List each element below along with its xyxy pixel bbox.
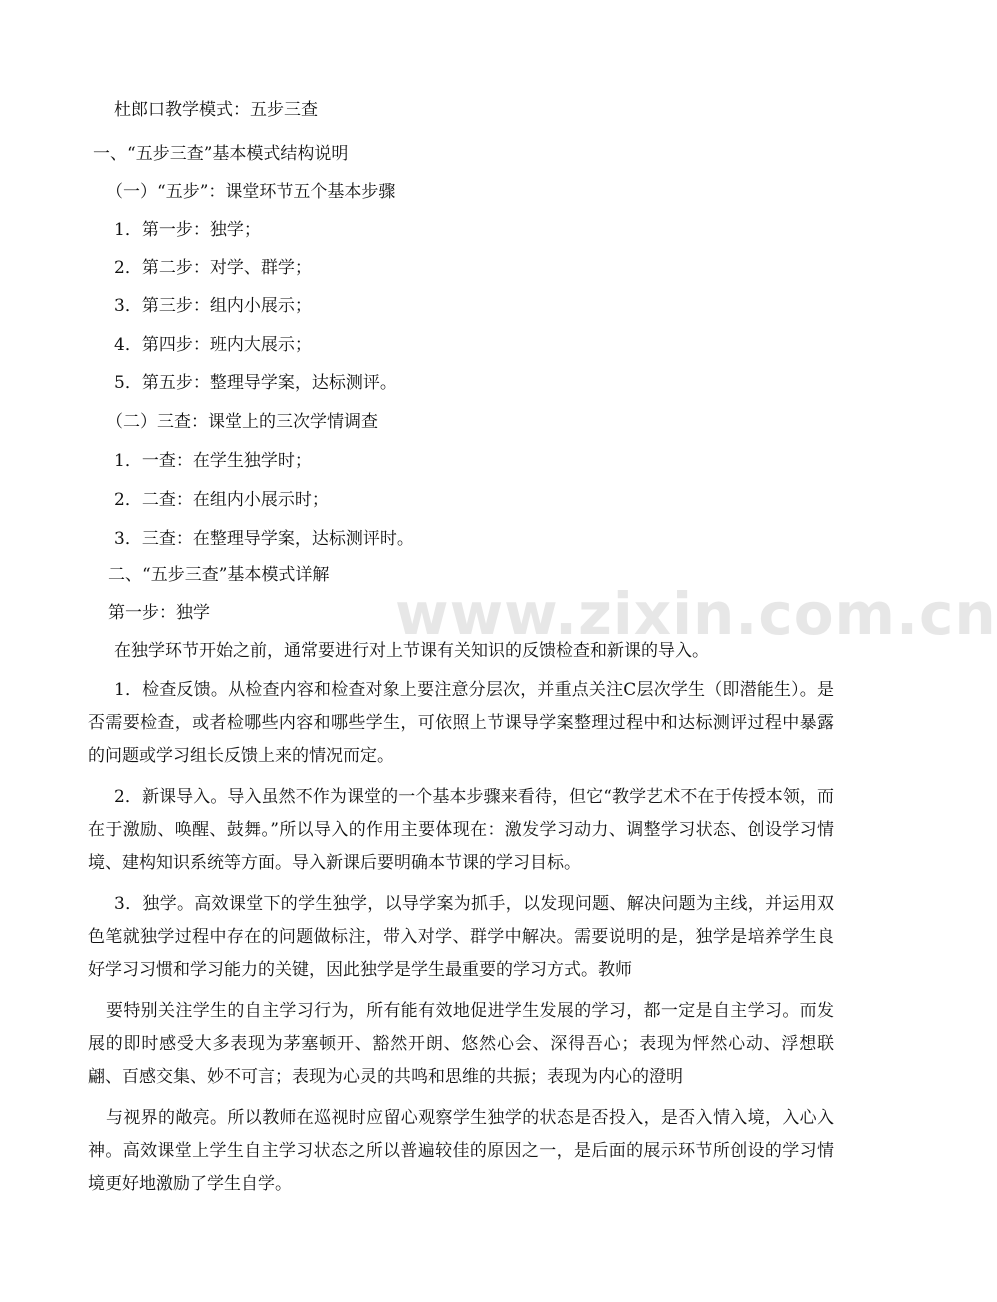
check-item-1: 1．一查：在学生独学时； [114,451,312,471]
step-item-5: 5．第五步：整理导学案，达标测评。 [114,373,397,393]
check-item-2: 2．二查：在组内小展示时； [114,490,329,510]
paragraph-teacher-observation: 与视界的敞亮。所以教师在巡视时应留心观察学生独学的状态是否投入，是否入情入境，入心入神。高效课堂上学生自主学习状态之所以普遍较佳的原因之一，是后面的展示环节所创设的学习情境更好地激励了学生自学。 [88,1108,834,1194]
subsection-heading-1: （一）“五步”：课堂环节五个基本步骤 [106,182,396,202]
step-heading-1: 第一步：独学 [108,603,210,623]
paragraph-feedback-check: 1．检查反馈。从检查内容和检查对象上要注意分层次，并重点关注C层次学生（即潜能生）。是否需要检查，或者检哪些内容和哪些学生，可依照上节课导学案整理过程中和达标测评过程中暴露的问题或学习组长反馈上来的情况而定。 [88,680,834,766]
intro-line: 在独学环节开始之前，通常要进行对上节课有关知识的反馈检查和新课的导入。 [114,641,709,661]
section-heading-1: 一、“五步三查”基本模式结构说明 [93,144,349,164]
step-item-1: 1．第一步：独学； [114,220,261,240]
paragraph-self-directed-learning: 要特别关注学生的自主学习行为，所有能有效地促进学生发展的学习，都一定是自主学习。而发展的即时感受大多表现为茅塞顿开、豁然开朗、悠然心会、深得吾心；表现为怦然心动、浮想联翩、百感交集、妙不可言；表现为心灵的共鸣和思维的共振；表现为内心的澄明 [88,1001,834,1087]
doc-title: 杜郎口教学模式：五步三查 [114,100,318,120]
step-item-4: 4．第四步：班内大展示； [114,335,312,355]
paragraph-independent-study: 3．独学。高效课堂下的学生独学，以导学案为抓手，以发现问题、解决问题为主线，并运用双色笔就独学过程中存在的问题做标注，带入对学、群学中解决。需要说明的是，独学是培养学生良好学习习惯和学习能力的关键，因此独学是学生最重要的学习方式。教师 [88,894,834,980]
watermark: www.zixin.com.cn [395,580,997,648]
check-item-3: 3．三查：在整理导学案，达标测评时。 [114,529,414,549]
paragraph-new-lesson-intro: 2．新课导入。导入虽然不作为课堂的一个基本步骤来看待，但它“教学艺术不在于传授本领，而在于激励、唤醒、鼓舞。”所以导入的作用主要体现在：激发学习动力、调整学习状态、创设学习情境、建构知识系统等方面。导入新课后要明确本节课的学习目标。 [88,787,834,873]
subsection-heading-2: （二）三查：课堂上的三次学情调查 [106,412,378,432]
section-heading-2: 二、“五步三查”基本模式详解 [108,565,330,585]
step-item-3: 3．第三步：组内小展示； [114,296,312,316]
step-item-2: 2．第二步：对学、群学； [114,258,312,278]
